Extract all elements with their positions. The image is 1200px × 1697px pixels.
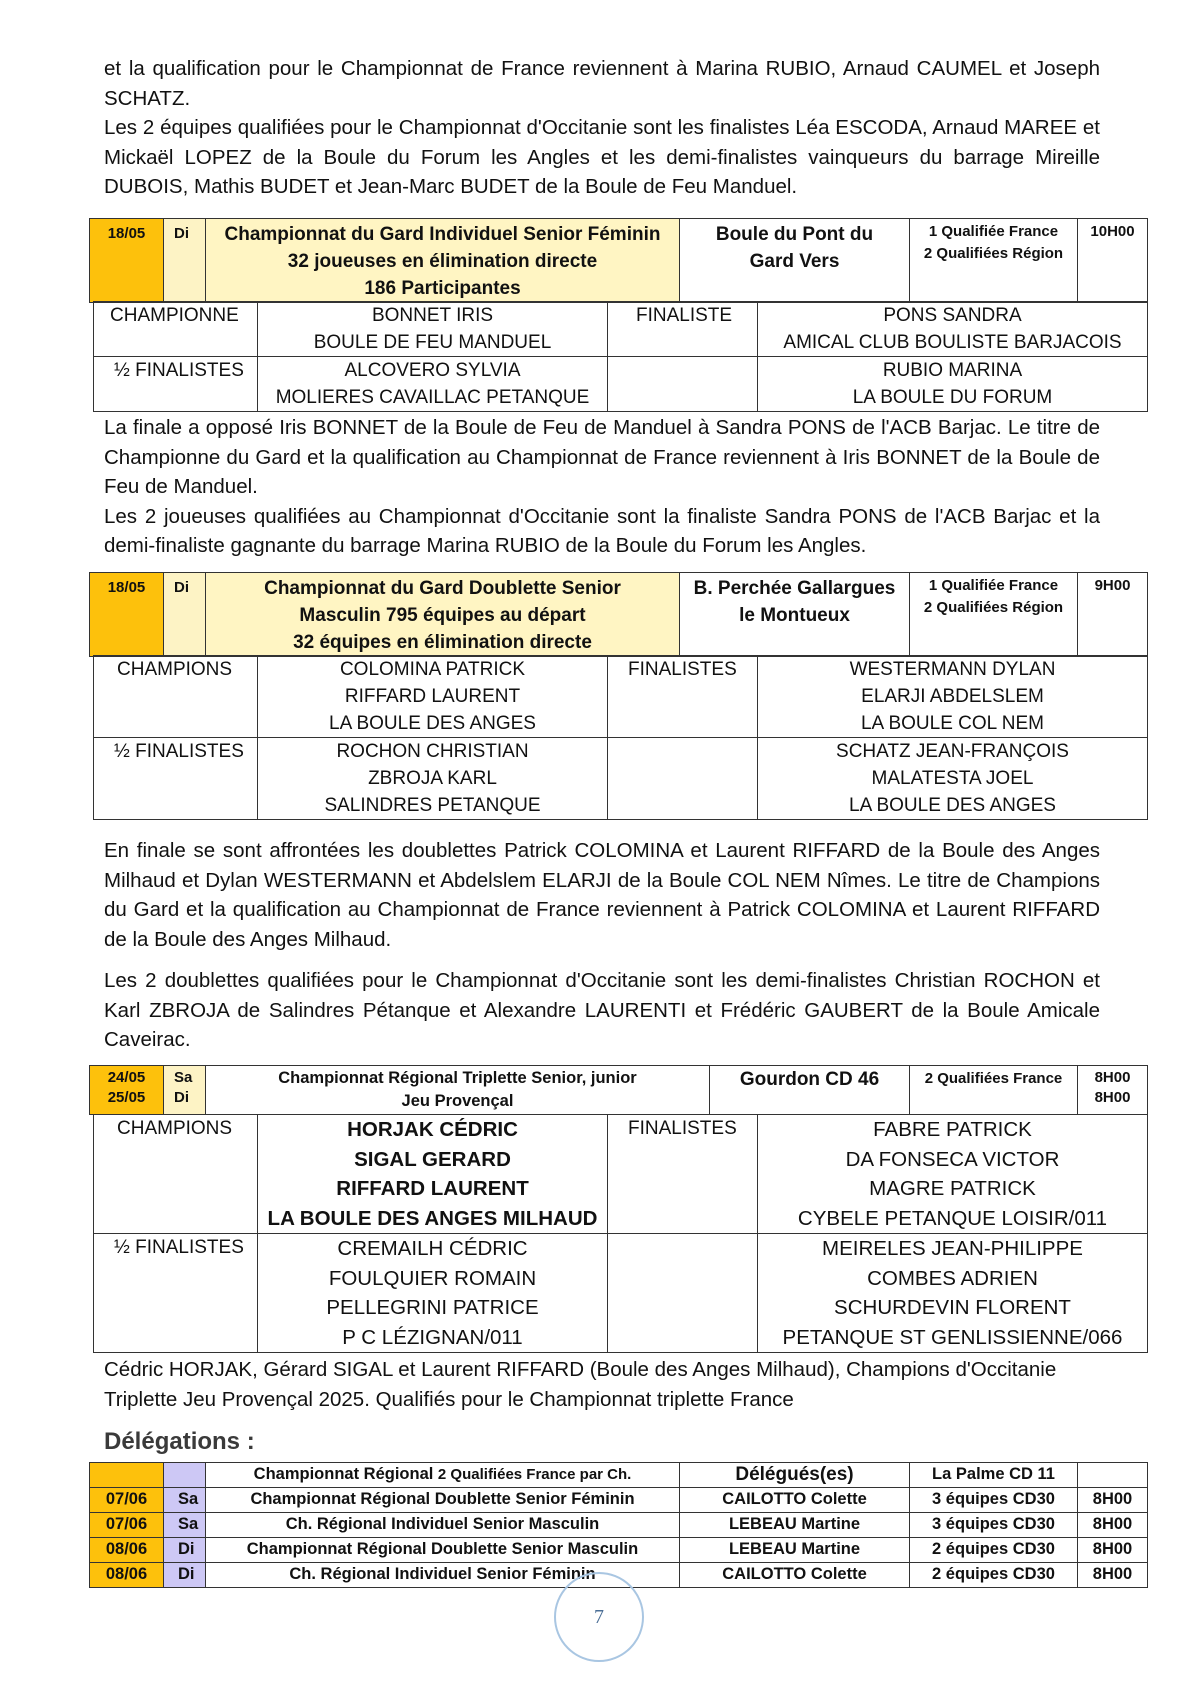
event2-semi-a-1: ROCHON CHRISTIAN xyxy=(336,741,529,762)
delegation-row xyxy=(90,1538,1148,1563)
delegation-event: Championnat Régional Doublette Senior Masculin xyxy=(206,1538,680,1563)
event3-finalist-club: CYBELE PETANQUE LOISIR/011 xyxy=(797,1206,1108,1230)
event2-finalists xyxy=(758,656,1148,738)
delegation-delegate: CAILOTTO Colette xyxy=(680,1488,910,1513)
event2-winner-2: RIFFARD LAURENT xyxy=(344,686,521,707)
delegation-teams: 3 équipes CD30 xyxy=(910,1488,1078,1513)
event3-role-winner: CHAMPIONS xyxy=(94,1115,258,1234)
event2-finalist-club: LA BOULE COL NEM xyxy=(860,713,1045,734)
event2-summary-p2: Les 2 doublettes qualifiées pour le Championnat d'Occitanie sont les demi-finalistes Christian ROCHON et Karl ZBROJA de Salindres Pétanque et Alexandre LAURENTI et Frédéric GAUBERT de la Boule Amicale Caveirac. xyxy=(104,969,1100,1051)
event3-summary-p1: Cédric HORJAK, Gérard SIGAL et Laurent RIFFARD (Boule des Anges Milhaud), Champions d'Occitanie Triplette Jeu Provençal 2025. Qualifiés pour le Championnat triplette France xyxy=(104,1358,1057,1411)
event1-title-line1: Championnat du Gard Individuel Senior Féminin xyxy=(224,224,661,245)
event3-finalist-3: MAGRE PATRICK xyxy=(869,1177,1036,1200)
event2-finalist-2: ELARJI ABDELSLEM xyxy=(861,686,1044,707)
event2-semi-b-club: LA BOULE DES ANGES xyxy=(849,795,1056,816)
event2-results xyxy=(93,655,1148,820)
event2-finalist-1: WESTERMANN DYLAN xyxy=(849,659,1056,680)
event3-semi-a-club: P C LÉZIGNAN/011 xyxy=(342,1325,523,1349)
delegation-delegate: LEBEAU Martine xyxy=(680,1538,910,1563)
event2-winner-1: COLOMINA PATRICK xyxy=(339,659,526,680)
delegation-teams: 2 équipes CD30 xyxy=(910,1538,1078,1563)
event3-results xyxy=(93,1114,1148,1353)
event2-summary xyxy=(104,836,1100,1055)
delegation-date: 07/06 xyxy=(90,1513,164,1538)
event1-header xyxy=(89,218,1148,303)
event2-place-line2: le Montueux xyxy=(739,605,850,626)
event2-place-line1: B. Perchée Gallargues xyxy=(693,578,896,599)
intro-line-2: Les 2 équipes qualifiées pour le Championnat d'Occitanie sont les finalistes Léa ESCODA, Arnaud MAREE et Mickaël LOPEZ de la Boule du Forum les Angles et les demi-finalistes vainqueurs du barrage Mireille DUBOIS, Mathis BUDET et Jean-Marc BUDET de la Boule de Feu Manduel. xyxy=(104,116,1100,198)
event1-summary-p1: La finale a opposé Iris BONNET de la Boule de Feu de Manduel à Sandra PONS de l'ACB Barjac. Le titre de Championne du Gard et la qualification au Championnat de France reviennent à Iris BONNET de la Boule de Feu de Manduel. xyxy=(104,416,1100,498)
event1-results xyxy=(93,301,1148,412)
delegations-head-date xyxy=(90,1463,164,1488)
event1-semi-b-club: LA BOULE DU FORUM xyxy=(852,387,1053,408)
delegation-time: 8H00 xyxy=(1078,1488,1148,1513)
delegation-event: Ch. Régional Individuel Senior Féminin xyxy=(206,1563,680,1588)
delegation-time: 8H00 xyxy=(1078,1513,1148,1538)
event1-title-line2: 32 joueuses en élimination directe xyxy=(287,251,598,272)
event3-date-2: 25/05 xyxy=(107,1089,146,1106)
event1-title-line3: 186 Participantes xyxy=(364,278,521,299)
delegations-head-delegates: Délégués(es) xyxy=(680,1463,910,1488)
event1-winner-name: BONNET IRIS xyxy=(371,305,494,326)
delegations-head-title-main: Championnat Régional xyxy=(253,1465,438,1483)
event2-title-line1: Championnat du Gard Doublette Senior xyxy=(264,578,621,599)
delegation-day: Di xyxy=(164,1538,206,1563)
event2-summary-p1: En finale se sont affrontées les doublettes Patrick COLOMINA et Laurent RIFFARD de la Boule des Anges Milhaud et Dylan WESTERMANN et Abdelslem ELARJI de la Boule COL NEM Nîmes. Le titre de Champions du Gard et la qualification au Championnat de France reviennent à Patrick COLOMINA et Laurent RIFFARD de la Boule des Anges Milhaud. xyxy=(104,839,1100,951)
delegation-event: Ch. Régional Individuel Senior Masculin xyxy=(206,1513,680,1538)
delegations-head-day xyxy=(164,1463,206,1488)
event3-role-semi: ½ FINALISTES xyxy=(94,1234,258,1353)
delegation-delegate: CAILOTTO Colette xyxy=(680,1563,910,1588)
event3-semi-a-3: PELLEGRINI PATRICE xyxy=(326,1296,539,1319)
page-number: 7 xyxy=(554,1572,644,1662)
event2-empty-cell xyxy=(608,738,758,820)
event1-summary-p2: Les 2 joueuses qualifiées au Championnat d'Occitanie sont la finaliste Sandra PONS de l'ACB Barjac et la demi-finaliste gagnante du barrage Marina RUBIO de la Boule du Forum les Angles. xyxy=(104,504,1100,557)
delegation-date: 08/06 xyxy=(90,1563,164,1588)
event2-semi-b-1: SCHATZ JEAN-FRANÇOIS xyxy=(836,741,1069,762)
event2-winners xyxy=(258,656,608,738)
delegation-time: 8H00 xyxy=(1078,1538,1148,1563)
event2-date: 18/05 xyxy=(90,573,164,657)
delegation-time: 8H00 xyxy=(1078,1563,1148,1588)
intro-line-1: et la qualification pour le Championnat de France reviennent à Marina RUBIO, Arnaud CAUMEL et Joseph SCHATZ. xyxy=(104,57,1100,110)
event3-date-1: 24/05 xyxy=(107,1069,146,1086)
event1-finalist-name: PONS SANDRA xyxy=(883,305,1022,326)
event3-semi-b-3: SCHURDEVIN FLORENT xyxy=(834,1296,1071,1319)
event1-title xyxy=(206,219,680,303)
event2-winner-club: LA BOULE DES ANGES xyxy=(329,713,536,734)
event1-winner-club: BOULE DE FEU MANDUEL xyxy=(313,332,552,353)
event2-semi-b-2: MALATESTA JOEL xyxy=(871,768,1034,789)
delegations-table xyxy=(89,1462,1148,1588)
delegation-row xyxy=(90,1513,1148,1538)
delegation-day: Di xyxy=(164,1563,206,1588)
event1-place-line1: Boule du Pont du xyxy=(715,224,874,245)
event1-summary xyxy=(104,413,1100,561)
delegations-head-title-small: 2 Qualifiées France par Ch. xyxy=(437,1466,632,1483)
event2-role-final: FINALISTES xyxy=(608,656,758,738)
event1-finalist xyxy=(758,302,1148,357)
event2-semi-a-2: ZBROJA KARL xyxy=(368,768,497,789)
event1-empty-cell xyxy=(608,357,758,412)
event1-role-final: FINALISTE xyxy=(608,302,758,357)
event1-day: Di xyxy=(164,219,206,303)
event3-semi-a xyxy=(258,1234,608,1353)
event3-finalist-2: DA FONSECA VICTOR xyxy=(845,1147,1060,1171)
delegations-heading: Délégations : xyxy=(104,1428,255,1455)
event3-times xyxy=(1078,1066,1148,1115)
event2-place xyxy=(680,573,910,657)
event2-title-line2: Masculin 795 équipes au départ xyxy=(299,605,586,626)
delegation-delegate: LEBEAU Martine xyxy=(680,1513,910,1538)
event1-winner xyxy=(258,302,608,357)
event3-empty-cell xyxy=(608,1234,758,1353)
event3-place: Gourdon CD 46 xyxy=(710,1066,910,1115)
event3-semi-b-2: COMBES ADRIEN xyxy=(867,1266,1038,1290)
event1-semi-a-name: ALCOVERO SYLVIA xyxy=(344,360,521,381)
delegations-head-title xyxy=(206,1463,680,1488)
event2-role-semi: ½ FINALISTES xyxy=(94,738,258,820)
delegation-event: Championnat Régional Doublette Senior Féminin xyxy=(206,1488,680,1513)
event2-semi-a xyxy=(258,738,608,820)
event2-title-line3: 32 équipes en élimination directe xyxy=(293,632,592,653)
event2-title xyxy=(206,573,680,657)
event1-place-line2: Gard Vers xyxy=(749,251,840,272)
event3-day-1: Sa xyxy=(174,1069,193,1086)
delegation-teams: 3 équipes CD30 xyxy=(910,1513,1078,1538)
event3-winner-3: RIFFARD LAURENT xyxy=(336,1177,529,1200)
event3-role-final: FINALISTES xyxy=(608,1115,758,1234)
delegation-teams: 2 équipes CD30 xyxy=(910,1563,1078,1588)
event2-semi-b xyxy=(758,738,1148,820)
delegations-head-time xyxy=(1078,1463,1148,1488)
delegation-row xyxy=(90,1488,1148,1513)
event3-day-2: Di xyxy=(174,1089,189,1106)
event2-qual-france: 1 Qualifiée France xyxy=(928,577,1059,594)
event3-time-2: 8H00 xyxy=(1094,1089,1131,1106)
event2-day: Di xyxy=(164,573,206,657)
event3-semi-a-1: CREMAILH CÉDRIC xyxy=(337,1237,528,1260)
event3-winner-1: HORJAK CÉDRIC xyxy=(347,1118,518,1141)
event1-role-semi: ½ FINALISTES xyxy=(94,357,258,412)
event3-title xyxy=(206,1066,710,1115)
event3-title-line1: Championnat Régional Triplette Senior, junior xyxy=(278,1069,637,1087)
event3-dates xyxy=(90,1066,164,1115)
event3-semi-b-1: MEIRELES JEAN-PHILIPPE xyxy=(822,1237,1083,1260)
event1-date: 18/05 xyxy=(90,219,164,303)
delegation-date: 07/06 xyxy=(90,1488,164,1513)
event2-qualified xyxy=(910,573,1078,657)
event1-qual-region: 2 Qualifiées Région xyxy=(923,245,1064,262)
event1-semi-a xyxy=(258,357,608,412)
event2-role-winner: CHAMPIONS xyxy=(94,656,258,738)
event2-semi-a-club: SALINDRES PETANQUE xyxy=(324,795,541,816)
event3-winner-club: LA BOULE DES ANGES MILHAUD xyxy=(267,1206,598,1230)
event2-header xyxy=(89,572,1148,657)
delegations-header-row xyxy=(90,1463,1148,1488)
event1-semi-a-club: MOLIERES CAVAILLAC PETANQUE xyxy=(275,387,590,408)
event3-semi-b-club: PETANQUE ST GENLISSIENNE/066 xyxy=(782,1325,1123,1349)
event1-semi-b-name: RUBIO MARINA xyxy=(882,360,1023,381)
event3-semi-a-2: FOULQUIER ROMAIN xyxy=(328,1266,537,1290)
event3-finalists xyxy=(758,1115,1148,1234)
event1-time: 10H00 xyxy=(1078,219,1148,303)
intro-text xyxy=(104,54,1100,202)
delegation-day: Sa xyxy=(164,1513,206,1538)
event3-time-1: 8H00 xyxy=(1094,1069,1131,1086)
event3-winners xyxy=(258,1115,608,1234)
delegation-day: Sa xyxy=(164,1488,206,1513)
event2-qual-region: 2 Qualifiées Région xyxy=(923,599,1064,616)
event3-days xyxy=(164,1066,206,1115)
event3-semi-b xyxy=(758,1234,1148,1353)
event3-title-line2: Jeu Provençal xyxy=(401,1092,514,1110)
delegation-date: 08/06 xyxy=(90,1538,164,1563)
delegations-head-place: La Palme CD 11 xyxy=(910,1463,1078,1488)
event1-role-winner: CHAMPIONNE xyxy=(94,302,258,357)
event1-qualified xyxy=(910,219,1078,303)
event1-place xyxy=(680,219,910,303)
event3-summary xyxy=(104,1355,1100,1414)
event3-winner-2: SIGAL GERARD xyxy=(354,1147,511,1171)
event1-qual-france: 1 Qualifiée France xyxy=(928,223,1059,240)
event1-finalist-club: AMICAL CLUB BOULISTE BARJACOIS xyxy=(783,332,1122,353)
event3-finalist-1: FABRE PATRICK xyxy=(873,1118,1032,1141)
event2-time: 9H00 xyxy=(1078,573,1148,657)
event1-semi-b xyxy=(758,357,1148,412)
event3-header xyxy=(89,1065,1148,1115)
event3-qualified: 2 Qualifiées France xyxy=(910,1066,1078,1115)
